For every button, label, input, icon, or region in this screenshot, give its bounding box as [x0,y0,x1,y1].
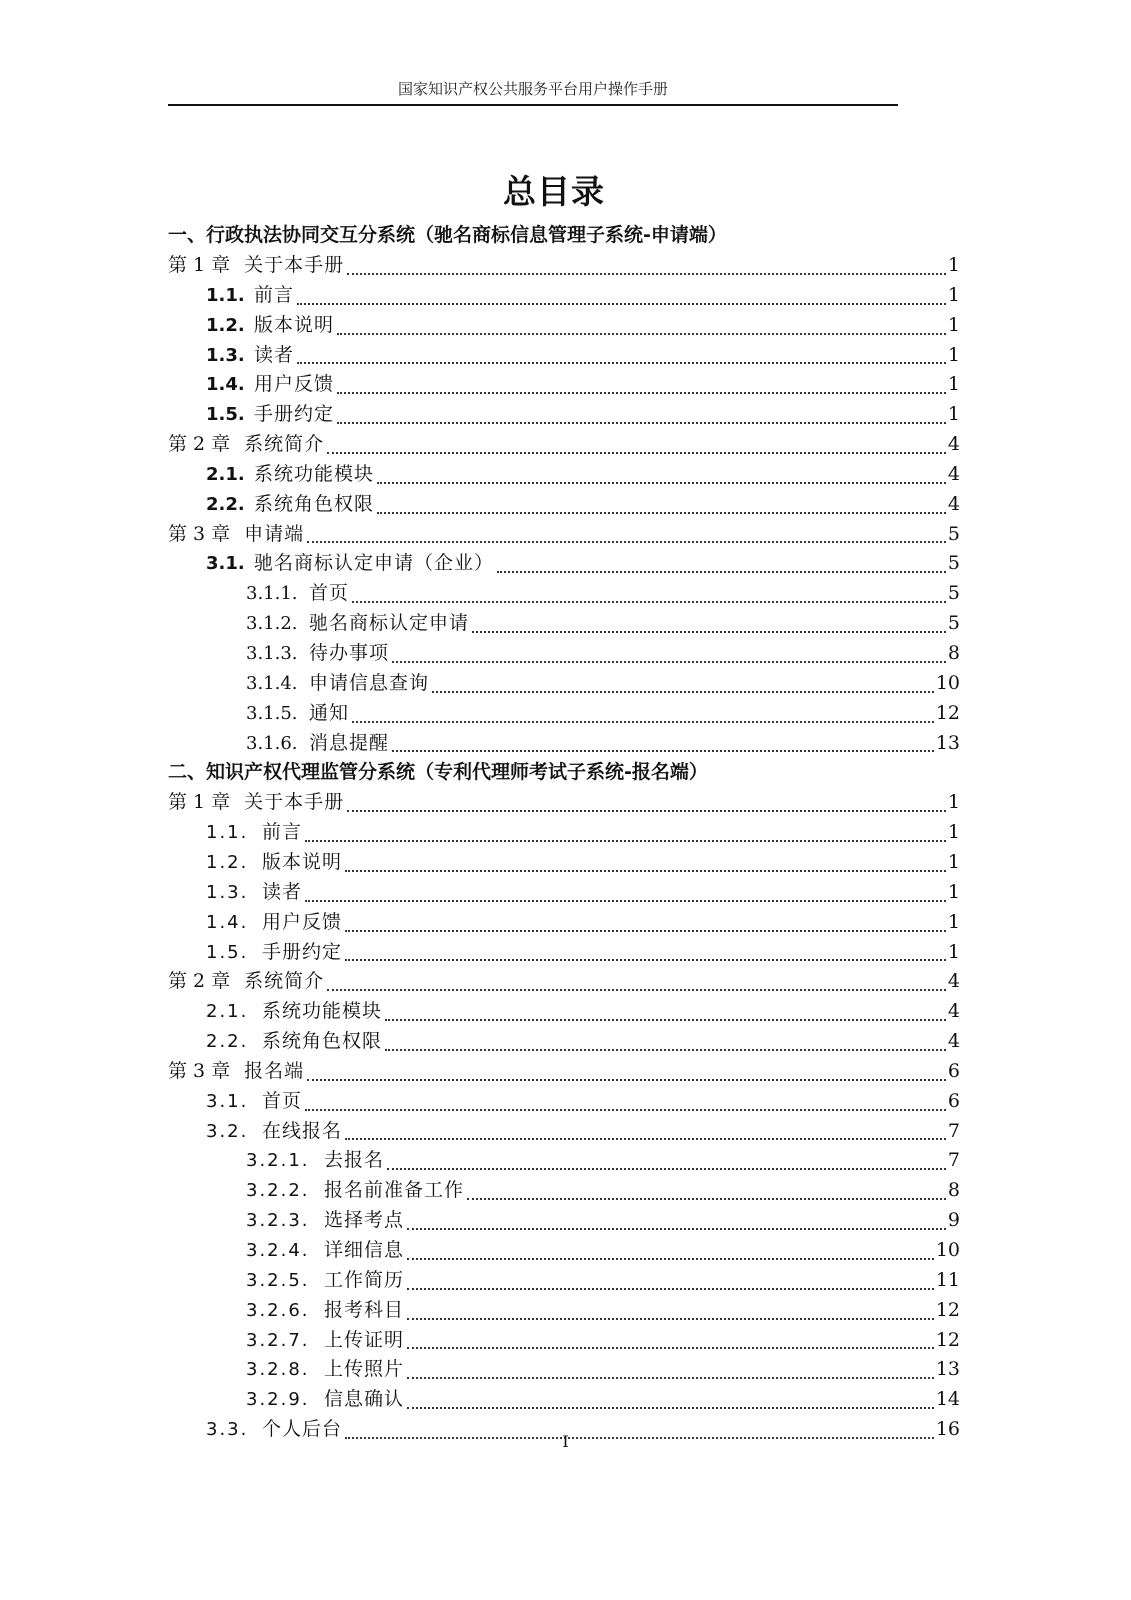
toc-entry-number: 第 3 章 [168,1059,231,1082]
toc-entry[interactable] [168,817,960,847]
toc-entry-number: 2.2. [206,493,245,515]
toc-entry[interactable] [168,369,960,399]
toc-entry-number: 3.3. [206,1419,249,1441]
dot-leader [392,661,946,663]
toc-entry-label: 读者 [262,880,303,903]
toc-entry-label: 一、行政执法协同交互分系统（驰名商标信息管理子系统-申请端） [168,224,727,246]
dot-leader [345,930,946,932]
toc-page-number: 1 [947,880,960,903]
toc-page-number: 14 [935,1388,960,1411]
toc-entry[interactable] [168,728,960,758]
toc-page-number: 12 [935,701,960,724]
dot-leader [305,900,946,902]
toc-page-number: 7 [947,1119,960,1142]
dot-leader [305,840,946,842]
toc-entry-label: 前言 [262,821,303,844]
toc-entry-label: 信息确认 [324,1388,405,1411]
toc-entry[interactable] [168,1295,960,1325]
toc-entry-number: 1.2. [206,314,245,336]
header-rule [168,104,898,106]
toc-page-number: 8 [947,641,960,664]
toc-entry-label: 通知 [309,701,350,724]
toc-chapter-entry[interactable] [168,966,960,996]
toc-entry-number: 1.4. [206,374,245,396]
toc-page-number: 1 [947,343,960,366]
dot-leader [307,541,946,543]
toc-entry-label: 版本说明 [262,851,343,874]
toc-entry-label: 报考科目 [324,1298,405,1321]
toc-chapter-entry[interactable] [168,519,960,549]
running-header: 国家知识产权公共服务平台用户操作手册 [397,80,668,98]
toc-page-number: 5 [947,522,960,545]
toc-entry[interactable] [168,1235,960,1265]
toc-entry-label: 详细信息 [324,1239,405,1261]
dot-leader [337,422,946,424]
toc-page-number: 5 [947,612,960,635]
toc-entry-number: 3.1.3. [246,642,298,664]
toc-entry-label: 申请端 [244,522,305,545]
toc-entry[interactable] [168,877,960,907]
toc-entry-label: 关于本手册 [244,791,345,814]
toc-entry-number: 3.1. [206,553,245,575]
toc-entry[interactable] [168,847,960,877]
toc-entry[interactable] [168,1145,960,1175]
toc-page-number: 4 [947,433,960,456]
dot-leader [352,721,934,723]
toc-entry-number: 1.5. [206,404,245,426]
page-title: 总目录 [503,172,605,211]
toc-entry[interactable] [168,1116,960,1146]
toc-page-number: 12 [935,1328,960,1351]
toc-page-number: 10 [935,671,960,694]
toc-entry-number: 3.1.1. [246,583,298,605]
toc-entry-label: 用户反馈 [262,910,343,933]
toc-entry-number: 1.3. [206,344,245,366]
toc-entry-number: 3.1.5. [246,702,298,724]
toc-page-number: 1 [947,373,960,396]
toc-page-number: 4 [947,1030,960,1053]
toc-entry-number: 2.2. [206,1031,249,1053]
toc-entry-label: 驰名商标认定申请（企业） [254,552,495,575]
toc-entry-label: 用户反馈 [254,373,335,396]
toc-entry-label: 工作简历 [324,1268,405,1291]
toc-entry-label: 个人后台 [262,1418,343,1441]
toc-section-heading[interactable] [168,220,960,250]
toc-page-number: 1 [947,821,960,844]
toc-entry-number: 1.5. [206,941,249,963]
toc-entry-number: 3.2.2. [246,1180,310,1202]
toc-entry[interactable] [168,698,960,728]
toc-entry-label: 去报名 [324,1149,385,1172]
toc-entry-number: 2.1. [206,463,245,485]
toc-page-number: 1 [947,791,960,814]
toc-page-number: 9 [947,1209,960,1232]
toc-entry-label: 关于本手册 [244,254,345,276]
dot-leader [345,1138,946,1140]
toc-entry-number: 第 3 章 [168,522,231,545]
toc-entry-number: 1.3. [206,881,249,903]
toc-entry-label: 系统角色权限 [262,1030,383,1053]
toc-entry[interactable] [168,1354,960,1384]
toc-entry-label: 报名前准备工作 [324,1179,465,1202]
toc-entry-label: 首页 [309,582,350,605]
page-number: I [562,1432,569,1451]
dot-leader [407,1407,934,1409]
toc-entry[interactable] [168,638,960,668]
dot-leader [337,392,946,394]
dot-leader [347,810,946,812]
toc-page-number: 4 [947,1000,960,1023]
toc-page-number: 5 [947,552,960,575]
dot-leader [297,362,946,364]
toc-entry-label: 系统角色权限 [254,492,375,515]
toc-page-number: 1 [947,940,960,963]
toc-entry[interactable] [168,1384,960,1414]
dot-leader [467,1198,946,1200]
toc-entry-number: 3.2.8. [246,1359,310,1381]
toc-page-number: 13 [935,731,960,754]
toc-entry-label: 待办事项 [309,641,390,664]
dot-leader [407,1228,946,1230]
dot-leader [497,571,946,573]
toc-page-number: 11 [935,1268,960,1291]
dot-leader [432,691,934,693]
toc-chapter-entry[interactable] [168,1056,960,1086]
toc-page-number: 8 [947,1179,960,1202]
toc-entry-label: 在线报名 [262,1119,343,1142]
toc-page-number: 1 [947,313,960,336]
toc-entry[interactable] [168,668,960,698]
toc-section-heading[interactable] [168,757,960,787]
toc-entry-number: 第 2 章 [168,433,231,456]
toc-entry-number: 2.1. [206,1001,249,1023]
toc-page-number: 1 [947,851,960,874]
toc-page-number: 4 [947,970,960,993]
toc-entry-label: 系统简介 [244,433,325,456]
toc-entry-label: 版本说明 [254,313,335,336]
toc-page-number: 12 [935,1298,960,1321]
dot-leader [407,1258,934,1260]
toc-page-number: 5 [947,582,960,605]
dot-leader [387,1168,946,1170]
toc-entry[interactable] [168,1205,960,1235]
toc-entry[interactable] [168,280,960,310]
toc-page-number: 1 [947,403,960,426]
toc-entry-label: 上传照片 [324,1358,405,1381]
dot-leader [407,1288,934,1290]
toc-entry-number: 1.1. [206,284,245,306]
toc-page-number: 6 [947,1059,960,1082]
toc-entry[interactable] [168,548,960,578]
toc-entry-label: 手册约定 [262,940,343,963]
toc-entry-label: 二、知识产权代理监管分系统（专利代理师考试子系统-报名端） [168,761,708,784]
toc-entry[interactable] [168,399,960,429]
toc-entry[interactable] [168,340,960,370]
toc-entry-number: 3.2.3. [246,1210,310,1232]
dot-leader [407,1347,934,1349]
toc-page-number: 4 [947,462,960,485]
toc-entry-label: 系统简介 [244,970,325,993]
toc-entry[interactable] [168,608,960,638]
dot-leader [377,482,946,484]
dot-leader [385,1049,946,1051]
table-of-contents [168,220,960,1444]
toc-entry[interactable] [168,937,960,967]
toc-entry-number: 3.2.7. [246,1329,310,1351]
dot-leader [352,601,946,603]
toc-chapter-entry[interactable] [168,250,960,280]
dot-leader [407,1377,934,1379]
toc-entry-number: 第 2 章 [168,970,231,993]
toc-page-number: 13 [935,1358,960,1381]
toc-page-number: 10 [935,1239,960,1261]
toc-chapter-entry[interactable] [168,429,960,459]
toc-entry-number: 1.4. [206,911,249,933]
toc-page-number: 16 [935,1418,960,1441]
toc-entry-number: 3.2.4. [246,1240,310,1261]
toc-entry-number: 3.2.9. [246,1389,310,1411]
toc-entry-number: 3.1.2. [246,613,298,635]
toc-entry-label: 消息提醒 [309,731,390,754]
toc-entry-number: 1.2. [206,852,249,874]
toc-entry-number: 3.1.6. [246,732,298,754]
dot-leader [327,452,946,454]
toc-page-number: 4 [947,492,960,515]
toc-entry-label: 前言 [254,283,295,306]
toc-page-number: 7 [947,1149,960,1172]
toc-entry-number: 3.2.5. [246,1269,310,1291]
dot-leader [345,870,946,872]
toc-entry[interactable] [168,1175,960,1205]
toc-entry[interactable] [168,1325,960,1355]
toc-chapter-entry[interactable] [168,787,960,817]
toc-entry-number: 3.2.1. [246,1150,310,1172]
toc-entry-label: 首页 [262,1089,303,1112]
toc-entry-label: 申请信息查询 [309,671,430,694]
toc-page-number: 6 [947,1089,960,1112]
toc-entry-number: 1.1. [206,822,249,844]
toc-entry[interactable] [168,907,960,937]
toc-entry-number: 3.1. [206,1090,249,1112]
toc-entry-label: 手册约定 [254,403,335,426]
toc-entry-label: 报名端 [244,1059,305,1082]
toc-entry[interactable] [168,996,960,1026]
dot-leader [347,273,946,275]
toc-entry-label: 选择考点 [324,1209,405,1232]
dot-leader [385,1019,946,1021]
dot-leader [407,1318,934,1320]
toc-entry-label: 上传证明 [324,1328,405,1351]
dot-leader [377,512,946,514]
toc-page-number: 1 [947,910,960,933]
toc-entry[interactable] [168,310,960,340]
toc-entry-label: 读者 [254,343,295,366]
toc-entry-number: 3.2. [206,1120,249,1142]
toc-entry-label: 驰名商标认定申请 [309,612,470,635]
toc-entry[interactable] [168,1026,960,1056]
dot-leader [305,1109,946,1111]
toc-entry[interactable] [168,578,960,608]
toc-entry[interactable] [168,459,960,489]
toc-entry-label: 系统功能模块 [262,1000,383,1023]
toc-entry[interactable] [168,489,960,519]
toc-entry-number: 第 1 章 [168,791,231,814]
toc-page-number: 1 [947,254,960,276]
toc-entry-label: 系统功能模块 [254,462,375,485]
toc-entry-number: 第 1 章 [168,254,231,276]
dot-leader [345,959,946,961]
dot-leader [392,750,934,752]
toc-page-number: 1 [947,283,960,306]
dot-leader [297,303,946,305]
toc-entry[interactable] [168,1265,960,1295]
dot-leader [472,631,946,633]
dot-leader [327,989,946,991]
toc-entry-number: 3.2.6. [246,1299,310,1321]
toc-entry[interactable] [168,1086,960,1116]
dot-leader [337,333,946,335]
dot-leader [307,1079,946,1081]
toc-entry-number: 3.1.4. [246,672,298,694]
